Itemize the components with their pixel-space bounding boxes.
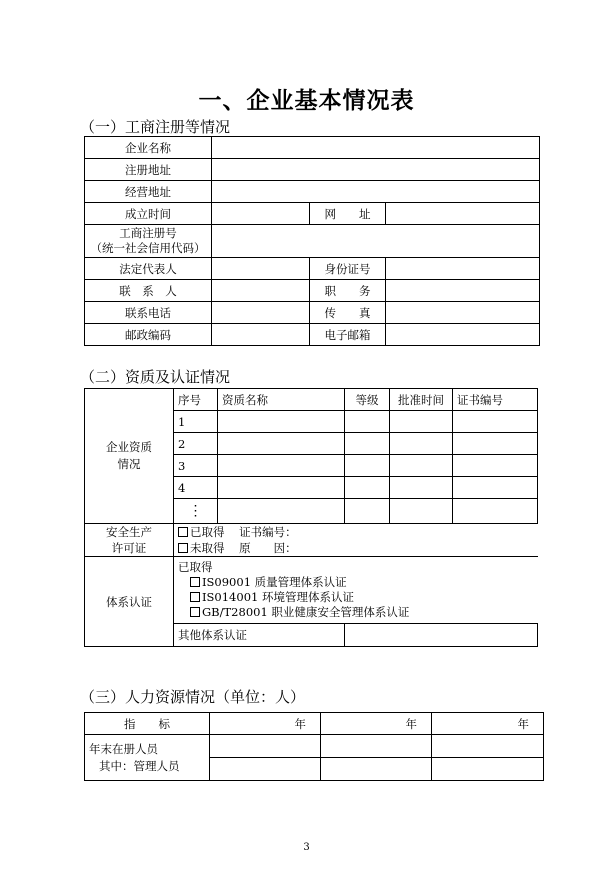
iso9001-label: IS09001 质量管理体系认证: [202, 575, 347, 589]
company-name-field[interactable]: [212, 137, 540, 159]
id-no-label: 身份证号: [310, 258, 386, 280]
postcode-field[interactable]: [212, 324, 310, 346]
cert-cell[interactable]: [453, 433, 538, 455]
safety-obtained-label: 已取得: [190, 525, 225, 539]
qual-name-cell[interactable]: [218, 411, 345, 433]
website-label: 网 址: [310, 203, 386, 225]
col-seq-header: 序号: [174, 389, 218, 411]
mgmt-value-cell[interactable]: [432, 758, 544, 781]
fax-label: 传 真: [310, 302, 386, 324]
cert-cell[interactable]: [453, 455, 538, 477]
page-title: 一、企业基本情况表: [198, 87, 415, 114]
website-field[interactable]: [386, 203, 540, 225]
table-row: [85, 524, 538, 557]
table-row: [85, 203, 540, 225]
indicator-header: 指 标: [85, 713, 210, 735]
reg-address-field[interactable]: [212, 159, 540, 181]
grade-cell[interactable]: [345, 455, 390, 477]
est-date-field[interactable]: [212, 203, 310, 225]
seq-cell: 3: [174, 455, 218, 477]
table-row: [85, 159, 540, 181]
section-3-heading: （三）人力资源情况（单位：人）: [80, 688, 306, 706]
other-system-field[interactable]: [345, 624, 538, 647]
iso14001-option[interactable]: [178, 590, 534, 605]
year-header: 年: [210, 713, 321, 735]
position-field[interactable]: [386, 280, 540, 302]
registration-table: [84, 136, 540, 346]
est-date-label: 成立时间: [85, 203, 212, 225]
postcode-label: 邮政编码: [85, 324, 212, 346]
qual-name-cell[interactable]: [218, 455, 345, 477]
other-system-label: 其他体系认证: [174, 624, 345, 647]
email-label: 电子邮箱: [310, 324, 386, 346]
checkbox-icon[interactable]: [190, 592, 200, 602]
table-row: [85, 280, 540, 302]
checkbox-icon[interactable]: [190, 607, 200, 617]
qual-name-cell[interactable]: [218, 499, 345, 524]
mgmt-value-cell[interactable]: [321, 758, 432, 781]
reg-no-label-line2: （统一社会信用代码）: [90, 241, 206, 255]
grade-cell[interactable]: [345, 477, 390, 499]
safety-license-label: [85, 524, 174, 557]
system-cert-options: [174, 557, 538, 624]
grade-cell[interactable]: [345, 433, 390, 455]
seq-cell: ⋮: [174, 499, 218, 524]
cert-cell[interactable]: [453, 499, 538, 524]
system-cert-label: 体系认证: [85, 557, 174, 647]
hr-table: [84, 712, 544, 781]
iso9001-option[interactable]: [178, 575, 534, 590]
safety-license-options: [174, 524, 538, 557]
qual-name-cell[interactable]: [218, 477, 345, 499]
reg-no-label: [85, 225, 212, 258]
contact-field[interactable]: [212, 280, 310, 302]
date-cell[interactable]: [390, 477, 453, 499]
section-2-heading: （二）资质及认证情况: [80, 368, 231, 386]
reason-label: 原 因：: [239, 541, 297, 555]
table-row: [85, 302, 540, 324]
date-cell[interactable]: [390, 455, 453, 477]
staff-value-cell[interactable]: [432, 735, 544, 758]
table-row: [85, 258, 540, 280]
reg-address-label: 注册地址: [85, 159, 212, 181]
company-name-label: 企业名称: [85, 137, 212, 159]
seq-cell: 4: [174, 477, 218, 499]
gbt28001-option[interactable]: [178, 605, 534, 620]
section-1-heading: （一）工商注册等情况: [80, 118, 231, 136]
biz-address-label: 经营地址: [85, 181, 212, 203]
col-grade-header: 等级: [345, 389, 390, 411]
year-header: 年: [432, 713, 544, 735]
table-row: [85, 225, 540, 258]
table-row: [85, 735, 544, 758]
fax-field[interactable]: [386, 302, 540, 324]
date-cell[interactable]: [390, 433, 453, 455]
reg-no-label-line1: 工商注册号: [119, 226, 177, 240]
qualification-label-line2: 情况: [117, 457, 141, 471]
seq-cell: 1: [174, 411, 218, 433]
legal-rep-label: 法定代表人: [85, 258, 212, 280]
safety-label-line2: 许可证: [111, 541, 147, 555]
gbt28001-label: GB/T28001 职业健康安全管理体系认证: [202, 605, 410, 619]
date-cell[interactable]: [390, 499, 453, 524]
safety-option-obtained[interactable]: [178, 524, 534, 540]
sys-obtained-label: 已取得: [178, 560, 213, 574]
staff-value-cell[interactable]: [321, 735, 432, 758]
table-row: [85, 713, 544, 735]
staff-value-cell[interactable]: [210, 735, 321, 758]
safety-label-line1: 安全生产: [106, 525, 152, 539]
cert-cell[interactable]: [453, 411, 538, 433]
qualification-table: [84, 388, 538, 647]
phone-field[interactable]: [212, 302, 310, 324]
iso14001-label: IS014001 环境管理体系认证: [202, 590, 354, 604]
qualification-label: [85, 389, 174, 524]
phone-label: 联系电话: [85, 302, 212, 324]
col-date-header: 批准时间: [390, 389, 453, 411]
id-no-field[interactable]: [386, 258, 540, 280]
grade-cell[interactable]: [345, 499, 390, 524]
date-cell[interactable]: [390, 411, 453, 433]
reg-no-field[interactable]: [212, 225, 540, 258]
mgmt-value-cell[interactable]: [210, 758, 321, 781]
qual-name-cell[interactable]: [218, 433, 345, 455]
grade-cell[interactable]: [345, 411, 390, 433]
staff-row-label: [85, 735, 210, 781]
col-name-header: 资质名称: [218, 389, 345, 411]
checkbox-icon[interactable]: [190, 577, 200, 587]
biz-address-field[interactable]: [212, 181, 540, 203]
table-row: [85, 389, 538, 411]
cert-number-label: 证书编号：: [239, 525, 297, 539]
contact-label: 联 系 人: [85, 280, 212, 302]
email-field[interactable]: [386, 324, 540, 346]
checkbox-icon[interactable]: [178, 527, 188, 537]
checkbox-icon[interactable]: [178, 543, 188, 553]
total-staff-label: 年末在册人员: [89, 741, 158, 756]
page-number: 3: [303, 842, 310, 853]
table-row: [85, 181, 540, 203]
table-row: [85, 557, 538, 624]
safety-not-obtained-label: 未取得: [190, 541, 225, 555]
management-staff-label: 其中：管理人员: [99, 758, 180, 773]
table-row: [85, 137, 540, 159]
seq-cell: 2: [174, 433, 218, 455]
qualification-label-line1: 企业资质: [106, 440, 152, 454]
position-label: 职 务: [310, 280, 386, 302]
year-header: 年: [321, 713, 432, 735]
safety-option-not-obtained[interactable]: [178, 540, 534, 556]
cert-cell[interactable]: [453, 477, 538, 499]
legal-rep-field[interactable]: [212, 258, 310, 280]
table-row: [85, 324, 540, 346]
col-cert-header: 证书编号: [453, 389, 538, 411]
